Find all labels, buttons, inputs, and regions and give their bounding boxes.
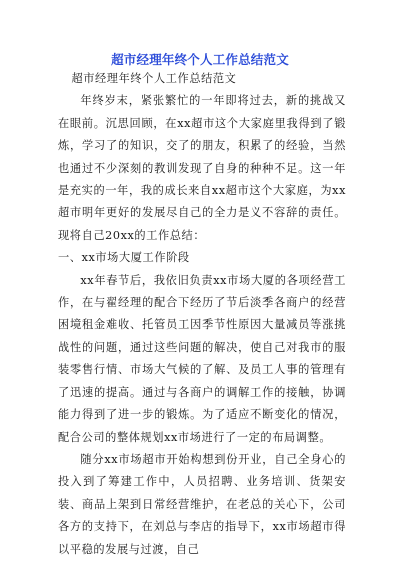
section-paragraph: 随分xx市场超市开始构想到份开业，自己全身心的投入到了筹建工作中，人员招聘、业务培训、货架安装、商品上架到日常经营维护，在老总的关心下，公司各方的支持下，在刘总与李店的指导下，xx市场超市得以平稳的发展与过渡，自己 — [58, 452, 346, 556]
section-heading: 一、xx市场大厦工作阶段 — [58, 251, 190, 265]
document-title: 超市经理年终个人工作总结范文 — [111, 52, 289, 67]
document-subtitle: 超市经理年终个人工作总结范文 — [71, 72, 237, 85]
section-paragraph: xx年春节后，我依旧负责xx市场大厦的各项经营工作，在与翟经理的配合下经历了节后淡季各商户的经营困境租金难收、托管员工因季节性原因大量减员等涨挑战性的问题，通过这些问题的解决，使自己对我市的服装零售行情、市场大气候的了解、及员工人事的管理有了迅速的提高。通过与各商户的调解工作的接触，协调能力得到了进一步的锻炼。为了适应不断变化的情况，配合公司的整体规划xx市场进行了一定的布局调整。 — [58, 273, 346, 444]
document-body — [58, 68, 346, 561]
intro-paragraph: 年终岁末，紧张繁忙的一年即将过去，新的挑战又在眼前。沉思回顾，在xx超市这个大家庭里我得到了锻炼，学习了的知识，交了的朋友，积累了的经验，当然也通过不少深刻的教训发现了自身的种种不足。这一年是充实的一年，我的成长来自xx超市这个大家庭，为xx超市明年更好的发展尽自己的全力是义不容辞的责任。现将自己20xx的工作总结： — [58, 94, 346, 242]
